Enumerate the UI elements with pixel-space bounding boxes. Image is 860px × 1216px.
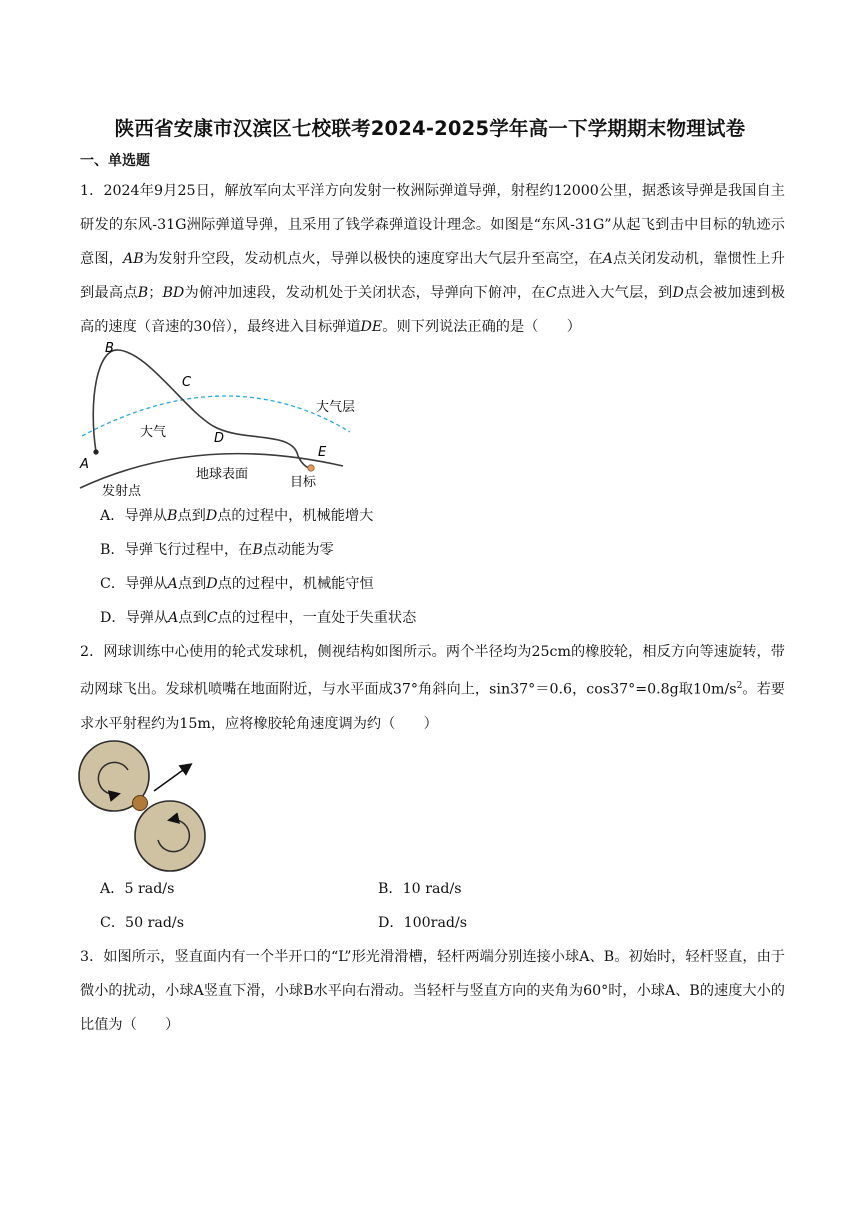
q2-option-d: D．100rad/s (378, 915, 468, 931)
tennis-ball (133, 796, 148, 811)
label-a: A (80, 457, 89, 472)
label-earth-surface: 地球表面 (196, 467, 249, 482)
launch-point-dot (93, 449, 98, 454)
lower-rubber-wheel (135, 801, 205, 871)
label-atmosphere-layer: 大气层 (316, 400, 356, 415)
question-2-stem: 2．网球训练中心使用的轮式发球机，侧视结构如图所示。两个半径均为25cm的橡胶轮，相反方向等速旋转，带动网球飞出。发球机喷嘴在地面附近，与水平面成37°角斜向上，sin37°＝0.6，cos37°=0.8g取$10m/s^2$。若要求水平射程约为15m，应将橡胶轮角速度调为约（ ） (80, 644, 785, 732)
q2-option-c: C．50 rad/s (100, 915, 184, 931)
q1-option-d: D．导弹从A点到C点的过程中，一直处于失重状态 (100, 610, 417, 626)
question-1-stem: 1．2024年9月25日，解放军向太平洋方向发射一枚洲际弹道导弹，射程约12000公里，据悉该导弹是我国自主研发的东风-31G洲际弹道导弹，且采用了钱学森弹道设计理念。如图是“东风-31G”从起飞到击中目标的轨迹示意图，AB为发射升空段，发动机点火，导弹以极快的速度穿出大气层升至高空，在A点关闭发动机，靠惯性上升到最高点B；BD为俯冲加速段，发动机处于关闭状态，导弹向下俯冲，在C点进入大气层，到D点会被加速到极高的速度（音速的30倍），最终进入目标弹道DE。则下列说法正确的是（ ） (80, 183, 785, 335)
q1-option-a: A．导弹从B点到D点的过程中，机械能增大 (100, 508, 374, 524)
label-d: D (214, 431, 225, 446)
question-3-stem: 3．如图所示，竖直面内有一个半开口的“L”形光滑滑槽，轻杆两端分别连接小球A、B。初始时，轻杆竖直，由于微小的扰动，小球A竖直下滑，小球B水平向右滑动。当轻杆与竖直方向的夹角为60°时，小球A、B的速度大小的比值为（ ） (80, 949, 785, 1033)
section-heading: 一、单选题 (80, 153, 150, 169)
q1-option-c: C．导弹从A点到D点的过程中，机械能守恒 (100, 576, 374, 592)
label-target: 目标 (290, 475, 317, 490)
target-point-dot (308, 465, 314, 471)
label-e: E (318, 445, 327, 460)
page-title: 陕西省安康市汉滨区七校联考2024-2025学年高一下学期期末物理试卷 (114, 117, 746, 140)
trajectory-curve (93, 350, 311, 468)
ball-launcher-figure (78, 740, 228, 870)
label-launch-point: 发射点 (102, 484, 142, 499)
launch-direction-arrow (154, 765, 190, 791)
q1-option-b: B．导弹飞行过程中，在B点动能为零 (100, 542, 334, 558)
label-c: C (182, 375, 192, 390)
label-atmosphere: 大气 (140, 425, 167, 440)
atmosphere-boundary (82, 396, 350, 436)
q2-option-b: B．10 rad/s (378, 881, 462, 897)
label-b: B (105, 341, 114, 356)
q2-option-a: A．5 rad/s (100, 881, 175, 897)
missile-trajectory-figure (78, 338, 378, 498)
